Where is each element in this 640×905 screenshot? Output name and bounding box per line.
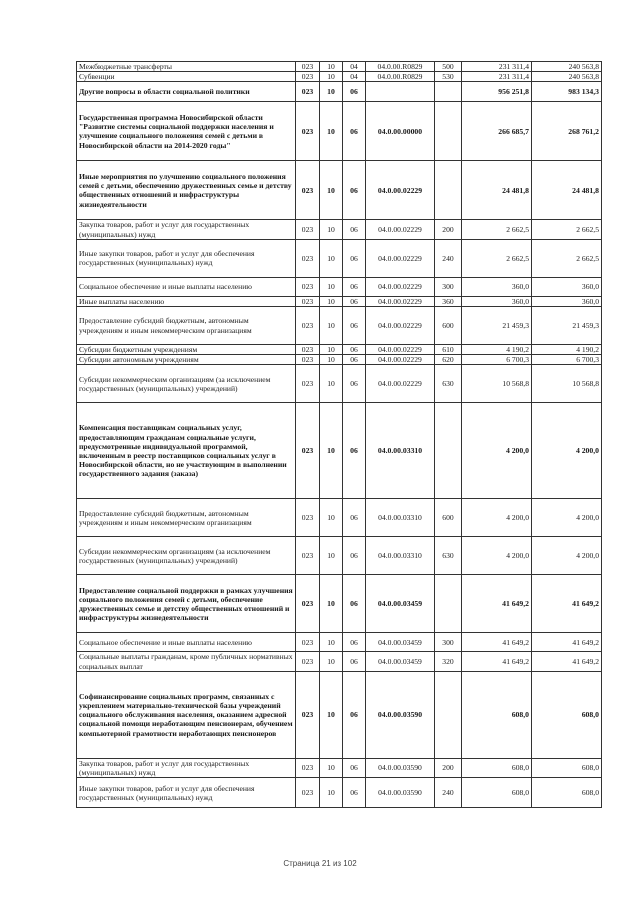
cell-ministry-code: 023 [296,575,320,633]
cell-ministry-code: 023 [296,161,320,220]
cell-subsection-code: 06 [343,365,366,403]
cell-amount-year-2: 608,0 [532,778,602,808]
cell-target-article-code: 04.0.00.02229 [366,239,435,277]
cell-section-code: 10 [320,537,343,575]
cell-row-name: Предоставление субсидий бюджетным, автономным учреждениям и иным некоммерческим организациям [77,499,296,537]
cell-subsection-code: 06 [343,220,366,239]
cell-section-code: 10 [320,499,343,537]
cell-amount-year-2: 360,0 [532,277,602,296]
cell-ministry-code: 023 [296,633,320,652]
cell-target-article-code: 04.0.00.02229 [366,277,435,296]
cell-section-code: 10 [320,345,343,355]
cell-target-article-code: 04.0.00.R0829 [366,72,435,82]
cell-row-name: Государственная программа Новосибирской области "Развитие системы социальной поддержки населения и улучшение социального положения семей с детьми в Новосибирской области на 2014-2020 годы" [77,102,296,161]
cell-expense-type-code: 530 [435,72,462,82]
cell-amount-year-1: 4 200,0 [462,499,532,537]
cell-target-article-code: 04.0.00.02229 [366,345,435,355]
cell-amount-year-2: 21 459,3 [532,307,602,345]
cell-amount-year-2: 4 190,2 [532,345,602,355]
table-row [77,277,602,296]
cell-expense-type-code: 630 [435,365,462,403]
cell-amount-year-2: 6 700,3 [532,355,602,365]
cell-target-article-code: 04.0.00.02229 [366,296,435,306]
cell-ministry-code: 023 [296,758,320,777]
cell-subsection-code: 04 [343,62,366,72]
cell-amount-year-2: 2 662,5 [532,220,602,239]
cell-subsection-code: 06 [343,778,366,808]
cell-subsection-code: 06 [343,307,366,345]
cell-section-code: 10 [320,307,343,345]
cell-subsection-code: 06 [343,239,366,277]
cell-subsection-code: 06 [343,537,366,575]
cell-subsection-code: 06 [343,499,366,537]
table-row [77,82,602,102]
cell-section-code: 10 [320,82,343,102]
cell-ministry-code: 023 [296,671,320,758]
table-row [77,239,602,277]
cell-ministry-code: 023 [296,277,320,296]
cell-ministry-code: 023 [296,220,320,239]
cell-amount-year-2: 10 568,8 [532,365,602,403]
cell-row-name: Социальное обеспечение и иные выплаты населению [77,277,296,296]
cell-expense-type-code: 360 [435,296,462,306]
cell-expense-type-code [435,575,462,633]
cell-amount-year-2: 608,0 [532,758,602,777]
cell-subsection-code: 06 [343,277,366,296]
cell-subsection-code: 06 [343,633,366,652]
cell-subsection-code: 06 [343,345,366,355]
cell-row-name: Другие вопросы в области социальной политики [77,82,296,102]
cell-row-name: Компенсация поставщикам социальных услуг, предоставляющим гражданам социальные услуги, предусмотренные индивидуальной программой, включенным в реестр поставщиков социальных услуг в Новосибирской области, но не участвующим в выполнении государственного задания (заказа) [77,403,296,499]
cell-expense-type-code [435,671,462,758]
cell-row-name: Иные мероприятия по улучшению социального положения семей с детьми, обеспечению дружественных семье и детству общественных отношений и инфраструктуры жизнедеятельности [77,161,296,220]
cell-row-name: Иные закупки товаров, работ и услуг для обеспечения государственных (муниципальных) нужд [77,778,296,808]
cell-section-code: 10 [320,102,343,161]
cell-expense-type-code: 240 [435,778,462,808]
cell-target-article-code: 04.0.00.02229 [366,355,435,365]
cell-amount-year-2: 4 200,0 [532,403,602,499]
cell-target-article-code: 04.0.00.03310 [366,499,435,537]
cell-section-code: 10 [320,239,343,277]
cell-expense-type-code [435,403,462,499]
cell-target-article-code: 04.0.00.00000 [366,102,435,161]
cell-amount-year-2: 608,0 [532,671,602,758]
cell-ministry-code: 023 [296,537,320,575]
table-row [77,102,602,161]
cell-target-article-code: 04.0.00.03310 [366,403,435,499]
cell-subsection-code: 06 [343,575,366,633]
table-row [77,778,602,808]
cell-amount-year-2: 983 134,3 [532,82,602,102]
cell-amount-year-1: 10 568,8 [462,365,532,403]
cell-amount-year-1: 21 459,3 [462,307,532,345]
cell-ministry-code: 023 [296,778,320,808]
cell-section-code: 10 [320,296,343,306]
table-row [77,345,602,355]
cell-section-code: 10 [320,758,343,777]
cell-subsection-code: 06 [343,82,366,102]
cell-amount-year-1: 956 251,8 [462,82,532,102]
cell-target-article-code: 04.0.00.03590 [366,671,435,758]
cell-subsection-code: 04 [343,72,366,82]
cell-row-name: Субсидии автономным учреждениям [77,355,296,365]
cell-target-article-code: 04.0.00.03310 [366,537,435,575]
cell-amount-year-1: 608,0 [462,778,532,808]
cell-target-article-code: 04.0.00.R0829 [366,62,435,72]
cell-section-code: 10 [320,671,343,758]
cell-amount-year-1: 608,0 [462,671,532,758]
cell-amount-year-1: 266 685,7 [462,102,532,161]
cell-target-article-code: 04.0.00.02229 [366,161,435,220]
cell-section-code: 10 [320,72,343,82]
cell-row-name: Межбюджетные трансферты [77,62,296,72]
cell-ministry-code: 023 [296,62,320,72]
cell-ministry-code: 023 [296,296,320,306]
budget-table-body [77,62,602,808]
cell-expense-type-code [435,102,462,161]
cell-expense-type-code: 630 [435,537,462,575]
cell-row-name: Субсидии некоммерческим организациям (за исключением государственных (муниципальных) учреждений) [77,365,296,403]
cell-amount-year-1: 2 662,5 [462,239,532,277]
cell-subsection-code: 06 [343,671,366,758]
cell-amount-year-2: 2 662,5 [532,239,602,277]
cell-amount-year-1: 360,0 [462,277,532,296]
table-row [77,161,602,220]
table-row [77,62,602,72]
cell-row-name: Иные закупки товаров, работ и услуг для обеспечения государственных (муниципальных) нужд [77,239,296,277]
cell-section-code: 10 [320,62,343,72]
cell-expense-type-code: 600 [435,307,462,345]
cell-amount-year-1: 360,0 [462,296,532,306]
cell-target-article-code: 04.0.00.03590 [366,778,435,808]
cell-subsection-code: 06 [343,161,366,220]
cell-ministry-code: 023 [296,72,320,82]
budget-table-container [76,61,602,808]
table-row [77,652,602,671]
cell-amount-year-2: 268 761,2 [532,102,602,161]
table-row [77,633,602,652]
cell-amount-year-1: 4 200,0 [462,537,532,575]
cell-row-name: Закупка товаров, работ и услуг для государственных (муниципальных) нужд [77,220,296,239]
cell-amount-year-2: 24 481,8 [532,161,602,220]
table-row [77,220,602,239]
cell-amount-year-1: 4 200,0 [462,403,532,499]
cell-target-article-code: 04.0.00.02229 [366,220,435,239]
cell-expense-type-code: 320 [435,652,462,671]
cell-amount-year-2: 240 563,8 [532,72,602,82]
table-row [77,403,602,499]
cell-ministry-code: 023 [296,403,320,499]
table-row [77,365,602,403]
cell-section-code: 10 [320,277,343,296]
cell-amount-year-1: 24 481,8 [462,161,532,220]
cell-subsection-code: 06 [343,403,366,499]
budget-table [76,61,602,808]
cell-amount-year-1: 2 662,5 [462,220,532,239]
cell-amount-year-2: 4 200,0 [532,537,602,575]
page-number: Страница 21 из 102 [283,859,357,868]
cell-row-name: Иные выплаты населению [77,296,296,306]
cell-expense-type-code: 200 [435,220,462,239]
cell-target-article-code: 04.0.00.02229 [366,307,435,345]
cell-ministry-code: 023 [296,345,320,355]
cell-amount-year-2: 41 649,2 [532,652,602,671]
cell-expense-type-code: 610 [435,345,462,355]
cell-row-name: Закупка товаров, работ и услуг для государственных (муниципальных) нужд [77,758,296,777]
table-row [77,355,602,365]
cell-row-name: Предоставление субсидий бюджетным, автономным учреждениям и иным некоммерческим организациям [77,307,296,345]
cell-amount-year-1: 231 311,4 [462,62,532,72]
cell-expense-type-code [435,161,462,220]
cell-expense-type-code: 600 [435,499,462,537]
cell-section-code: 10 [320,652,343,671]
cell-subsection-code: 06 [343,758,366,777]
cell-section-code: 10 [320,403,343,499]
table-row [77,537,602,575]
table-row [77,499,602,537]
cell-target-article-code: 04.0.00.03459 [366,575,435,633]
cell-amount-year-1: 4 190,2 [462,345,532,355]
cell-expense-type-code: 300 [435,633,462,652]
cell-subsection-code: 06 [343,355,366,365]
cell-expense-type-code: 200 [435,758,462,777]
cell-ministry-code: 023 [296,307,320,345]
cell-ministry-code: 023 [296,82,320,102]
table-row [77,72,602,82]
cell-section-code: 10 [320,355,343,365]
cell-section-code: 10 [320,575,343,633]
cell-ministry-code: 023 [296,102,320,161]
cell-expense-type-code [435,82,462,102]
cell-expense-type-code: 240 [435,239,462,277]
cell-section-code: 10 [320,778,343,808]
cell-target-article-code: 04.0.00.03459 [366,652,435,671]
cell-subsection-code: 06 [343,652,366,671]
table-row [77,671,602,758]
cell-amount-year-1: 41 649,2 [462,652,532,671]
cell-expense-type-code: 620 [435,355,462,365]
cell-amount-year-2: 4 200,0 [532,499,602,537]
cell-row-name: Социальные выплаты гражданам, кроме публичных нормативных социальных выплат [77,652,296,671]
cell-amount-year-2: 41 649,2 [532,575,602,633]
cell-ministry-code: 023 [296,652,320,671]
cell-amount-year-2: 360,0 [532,296,602,306]
cell-expense-type-code: 500 [435,62,462,72]
cell-section-code: 10 [320,220,343,239]
cell-ministry-code: 023 [296,499,320,537]
cell-amount-year-2: 240 563,8 [532,62,602,72]
cell-section-code: 10 [320,365,343,403]
cell-row-name: Софинансирование социальных программ, связанных с укреплением материально-технической базы учреждений социального обслуживания населения, оказанием адресной социальной помощи неработающим пенсионерам, обучением компьютерной грамотности неработающих пенсионеров [77,671,296,758]
cell-ministry-code: 023 [296,365,320,403]
table-row [77,575,602,633]
cell-section-code: 10 [320,633,343,652]
cell-ministry-code: 023 [296,355,320,365]
table-row [77,307,602,345]
cell-target-article-code: 04.0.00.02229 [366,365,435,403]
cell-section-code: 10 [320,161,343,220]
cell-subsection-code: 06 [343,102,366,161]
cell-target-article-code [366,82,435,102]
cell-amount-year-1: 608,0 [462,758,532,777]
cell-ministry-code: 023 [296,239,320,277]
cell-target-article-code: 04.0.00.03459 [366,633,435,652]
cell-amount-year-1: 231 311,4 [462,72,532,82]
table-row [77,296,602,306]
cell-row-name: Субсидии некоммерческим организациям (за исключением государственных (муниципальных) учреждений) [77,537,296,575]
cell-row-name: Социальное обеспечение и иные выплаты населению [77,633,296,652]
cell-row-name: Субвенции [77,72,296,82]
cell-subsection-code: 06 [343,296,366,306]
cell-expense-type-code: 300 [435,277,462,296]
cell-amount-year-1: 41 649,2 [462,575,532,633]
cell-amount-year-1: 6 700,3 [462,355,532,365]
cell-target-article-code: 04.0.00.03590 [366,758,435,777]
cell-row-name: Субсидии бюджетным учреждениям [77,345,296,355]
cell-row-name: Предоставление социальной поддержки в рамках улучшения социального положения семей с детьми, обеспечение дружественных семье и детству общественных отношений и инфраструктуры жизнедеятельности [77,575,296,633]
cell-amount-year-1: 41 649,2 [462,633,532,652]
cell-amount-year-2: 41 649,2 [532,633,602,652]
table-row [77,758,602,777]
